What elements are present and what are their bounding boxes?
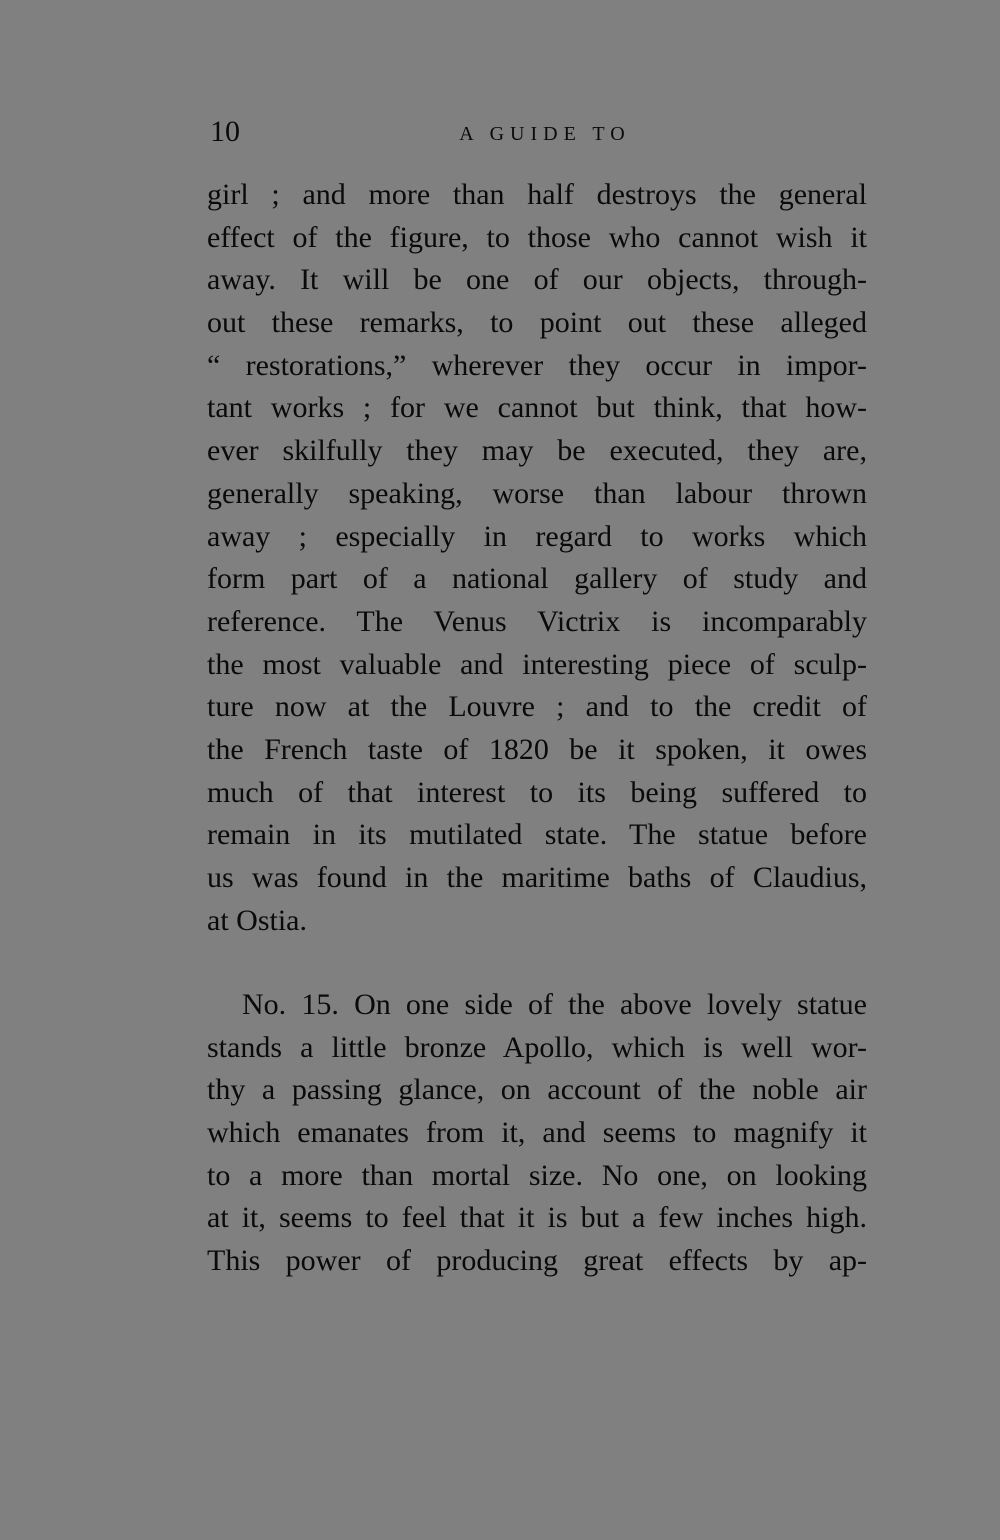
text-line: This power of producing great effects by ap- — [207, 1244, 867, 1278]
text-line: reference. The Venus Victrix is incomparably — [207, 604, 867, 638]
paragraph-restorations — [207, 174, 867, 942]
running-head — [210, 112, 870, 152]
text-line: which emanates from it, and seems to magnify it — [207, 1116, 867, 1150]
text-line: out these remarks, to point out these alleged — [207, 306, 867, 340]
text-line: away ; especially in regard to works which — [207, 519, 867, 553]
text-line: at Ostia. — [207, 903, 307, 937]
text-line: stands a little bronze Apollo, which is well wor- — [207, 1030, 867, 1064]
text-line: the most valuable and interesting piece of sculp- — [207, 647, 867, 681]
text-line: ever skilfully they may be executed, they are, — [207, 434, 867, 468]
page-number: 10 — [210, 115, 240, 148]
running-head-title: A GUIDE TO — [459, 123, 631, 145]
text-line: much of that interest to its being suffered to — [207, 775, 867, 809]
text-line: generally speaking, worse than labour thrown — [207, 476, 867, 510]
text-line: at it, seems to feel that it is but a few inches high. — [207, 1201, 867, 1235]
text-line: away. It will be one of our objects, through- — [207, 263, 867, 297]
text-line: No. 15. On one side of the above lovely statue — [242, 988, 867, 1021]
text-line: ture now at the Louvre ; and to the credit of — [207, 690, 867, 724]
text-line: us was found in the maritime baths of Claudius, — [207, 861, 867, 894]
text-line: girl ; and more than half destroys the general — [207, 178, 867, 211]
text-line: to a more than mortal size. No one, on looking — [207, 1158, 867, 1192]
text-line: “ restorations,” wherever they occur in impor- — [207, 348, 867, 382]
paragraph-no-15 — [207, 984, 867, 1283]
text-line: remain in its mutilated state. The statue before — [207, 818, 867, 852]
text-line: the French taste of 1820 be it spoken, it owes — [207, 732, 867, 766]
text-line: tant works ; for we cannot but think, that how- — [207, 391, 867, 425]
text-line: effect of the figure, to those who cannot wish it — [207, 220, 867, 254]
text-line: thy a passing glance, on account of the noble air — [207, 1073, 867, 1107]
text-line: form part of a national gallery of study and — [207, 562, 867, 596]
